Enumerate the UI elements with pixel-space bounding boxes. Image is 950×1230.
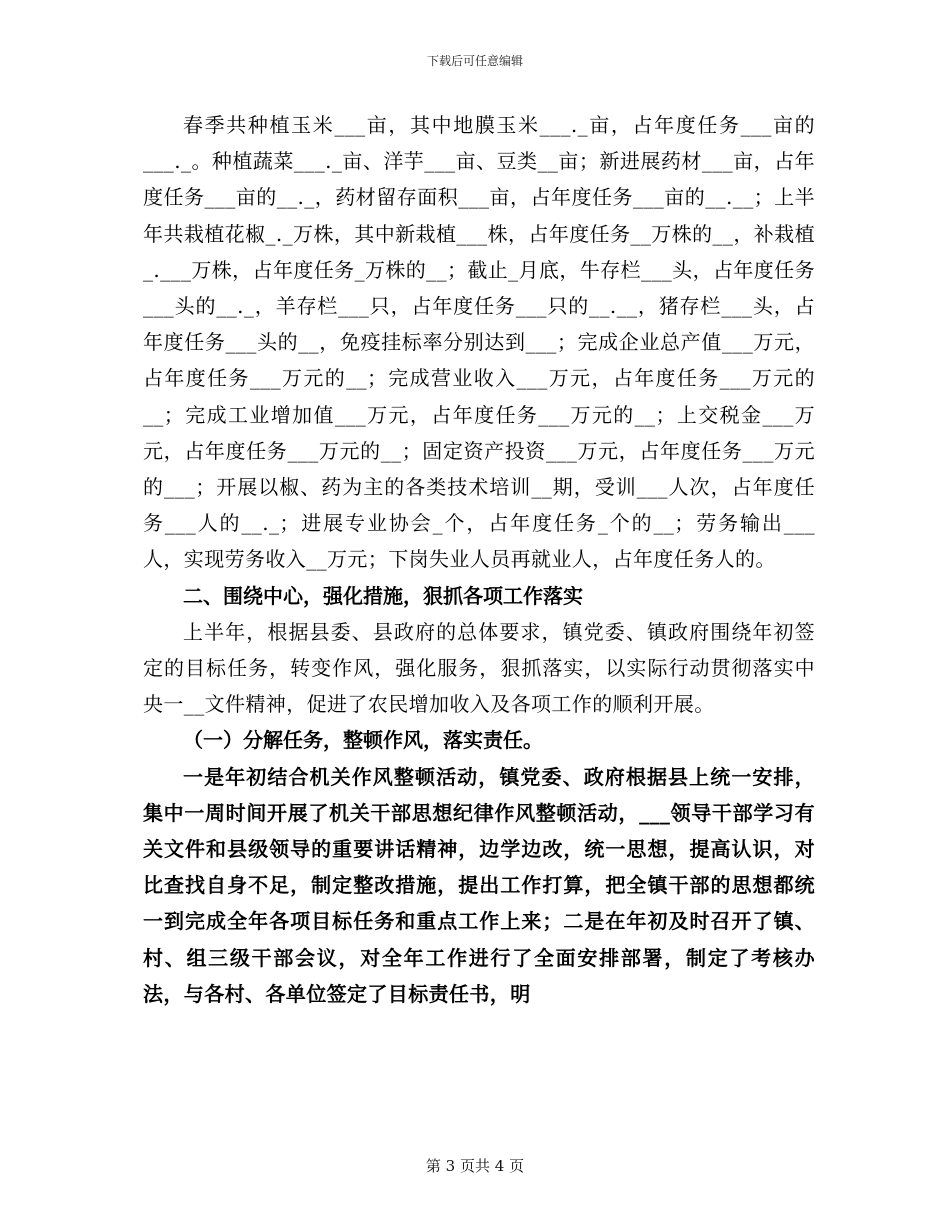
subsection-heading-1: （一）分解任务，整顿作风，落实责任。 [183, 728, 543, 753]
page-footer: 第 3 页共 4 页 [425, 1157, 525, 1175]
document-body [143, 107, 815, 1012]
section-heading-2: 二、围绕中心，强化措施，狠抓各项工作落实 [183, 583, 583, 608]
paragraph-statistics: 春季共种植玉米___亩，其中地膜玉米___._亩，占年度任务___亩的___._。种植蔬菜___._亩、洋芋___亩、豆类__亩；新进展药材___亩，占年度任务___亩的__._，药材留存面积___亩，占年度任务___亩的__.__；上半年共栽植花椒_._万株，其中新栽植___株，占年度任务__万株的__，补栽植_.___万株，占年度任务_万株的__；截止_月底，牛存栏___头，占年度任务___头的__._，羊存栏___只，占年度任务___只的__.__，猪存栏___头，占年度任务___头的__，免疫挂标率分别达到___；完成企业总产值___万元，占年度任务___万元的__；完成营业收入___万元，占年度任务___万元的__；完成工业增加值___万元，占年度任务___万元的__；上交税金___万元，占年度任务___万元的__；固定资产投资___万元，占年度任务___万元的___；开展以椒、药为主的各类技术培训__期，受训___人次，占年度任务___人的__._；进展专业协会_个，占年度任务_个的__；劳务输出___人，实现劳务收入__万元；下岗失业人员再就业人，占年度任务人的。 [143, 113, 815, 572]
paragraph-summary: 上半年，根据县委、县政府的总体要求，镇党委、镇政府围绕年初签定的目标任务，转变作风，强化服务，狠抓落实，以实际行动贯彻落实中央一__文件精神，促进了农民增加收入及各项工作的顺利开展。 [143, 619, 815, 717]
paragraph-details: 一是年初结合机关作风整顿活动，镇党委、政府根据县上统一安排，集中一周时间开展了机关干部思想纪律作风整顿活动，___领导干部学习有关文件和县级领导的重要讲话精神，边学边改，统一思想，提高认识，对比查找自身不足，制定整改措施，提出工作打算，把全镇干部的思想都统一到完成全年各项目标任务和重点工作上来；二是在年初及时召开了镇、村、组三级干部会议，对全年工作进行了全面安排部署，制定了考核办法，与各村、各单位签定了目标责任书，明 [143, 764, 815, 1006]
page-header: 下载后可任意编辑 [426, 54, 523, 68]
